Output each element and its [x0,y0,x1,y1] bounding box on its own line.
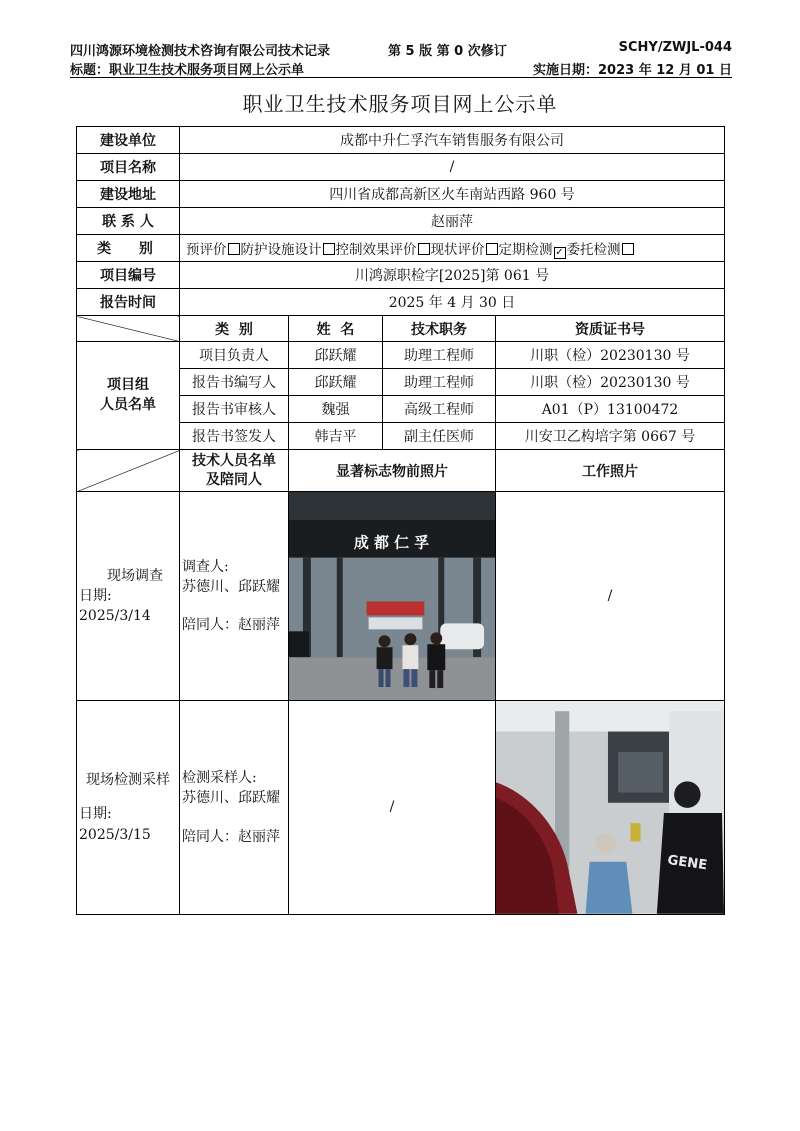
diagonal-cell [77,450,180,492]
category-options [180,235,725,262]
project-no-value: 川鸿源职检字[2025]第 061 号 [180,262,725,289]
staff-name: 邱跃耀 [289,369,383,396]
landmark-photo-cell [289,492,496,701]
staff-companion-header: 技术人员名单 及陪同人 [180,450,289,492]
staff-col-role: 类 别 [180,316,289,342]
checkbox-icon[interactable] [323,243,335,255]
checked-checkbox-icon[interactable]: ✓ [555,246,564,258]
doc-code: SCHY/ZWJL-044 [618,40,732,55]
sampling-label: 现场检测采样 [86,771,170,788]
row-unit [77,127,725,154]
sampling-date-label: 日期: [79,806,112,823]
project-no-label: 项目编号 [77,262,180,289]
row-category [77,235,725,262]
investigator-label: 调查人: [182,558,229,575]
sampler-label: 检测采样人: [182,769,257,786]
staff-role: 报告书签发人 [180,423,289,450]
landmark-photo-header: 显著标志物前照片 [289,450,496,492]
diagonal-cell [77,316,180,342]
disclosure-table [76,126,725,915]
staff-cert: A01（P）13100472 [496,396,725,423]
category-option[interactable]: 现状评价 [431,242,499,258]
unit-label: 建设单位 [77,127,180,154]
row-report-time [77,289,725,316]
table-row [77,342,725,369]
samplers: 苏德川、邱跃耀 [182,790,280,807]
survey-row [77,492,725,701]
staff-role: 项目负责人 [180,342,289,369]
sampling-row [77,701,725,915]
checkbox-icon[interactable] [418,243,430,255]
staff-col-title: 技术职务 [383,316,496,342]
category-option[interactable]: 防护设施设计 [241,242,336,258]
version-text: 第 5 版 第 0 次修订 [388,44,507,59]
sampling-date: 2025/3/15 [79,826,151,843]
header-divider [70,77,732,78]
checkbox-icon[interactable] [228,243,240,255]
activity-header-row [77,450,725,492]
staff-role: 报告书审核人 [180,396,289,423]
category-option[interactable]: 委托检测 [567,242,635,258]
staff-title: 助理工程师 [383,369,496,396]
staff-name: 魏强 [289,396,383,423]
storefront-photo [289,492,495,700]
survey-date-label: 日期: [79,587,112,604]
survey-label-cell [77,492,180,701]
sampling-companion: 陪同人：赵丽萍 [182,828,280,845]
category-option[interactable]: 控制效果评价 [336,242,431,258]
staff-col-name: 姓 名 [289,316,383,342]
staff-cert: 川职（检）20230130 号 [496,342,725,369]
staff-cert: 川职（检）20230130 号 [496,369,725,396]
category-option[interactable]: 定期检测 ✓ [498,241,564,258]
survey-label: 现场调查 [107,567,163,584]
contact-value: 赵丽萍 [180,208,725,235]
report-time-label: 报告时间 [77,289,180,316]
survey-work-photo-cell: / [496,492,725,701]
row-project-name [77,154,725,181]
page-title: 职业卫生技术服务项目网上公示单 [242,92,558,116]
staff-role: 报告书编写人 [180,369,289,396]
checkbox-icon[interactable] [486,243,498,255]
staff-header-row [77,316,725,342]
sampling-landmark-photo-cell: / [289,701,496,915]
project-name-value: / [180,154,725,181]
staff-name: 韩吉平 [289,423,383,450]
checkbox-icon[interactable] [622,243,634,255]
staff-col-cert: 资质证书号 [496,316,725,342]
survey-companion: 陪同人：赵丽萍 [182,617,280,634]
sampling-work-photo [496,701,724,914]
storefront-sign-text: 成 都 仁 孚 [353,533,430,552]
investigators: 苏德川、邱跃耀 [182,578,280,595]
sampling-label-cell [77,701,180,915]
row-contact [77,208,725,235]
report-time-value: 2025 年 4 月 30 日 [180,289,725,316]
staff-name: 邱跃耀 [289,342,383,369]
sampling-work-photo-cell [496,701,725,915]
doc-subject: 标题：职业卫生技术服务项目网上公示单 [70,63,305,78]
contact-label: 联 系 人 [77,208,180,235]
survey-date: 2025/3/14 [79,608,151,625]
sampling-staff-cell [180,701,289,915]
company-record-title: 四川鸿源环境检测技术咨询有限公司技术记录 [70,44,331,59]
row-project-no [77,262,725,289]
survey-staff-cell [180,492,289,701]
staff-cert: 川安卫乙构培字第 0667 号 [496,423,725,450]
unit-value: 成都中升仁孚汽车销售服务有限公司 [180,127,725,154]
work-photo-header: 工作照片 [496,450,725,492]
effective-date: 实施日期：2023 年 12 月 01 日 [533,63,732,78]
category-option[interactable]: 预评价 [186,242,241,258]
address-label: 建设地址 [77,181,180,208]
project-name-label: 项目名称 [77,154,180,181]
staff-title: 高级工程师 [383,396,496,423]
staff-group-label: 项目组 人员名单 [77,342,180,450]
row-address [77,181,725,208]
staff-title: 助理工程师 [383,342,496,369]
jacket-text: GENE [666,852,709,874]
category-label: 类 别 [77,235,180,262]
address-value: 四川省成都高新区火车南站西路 960 号 [180,181,725,208]
staff-title: 副主任医师 [383,423,496,450]
